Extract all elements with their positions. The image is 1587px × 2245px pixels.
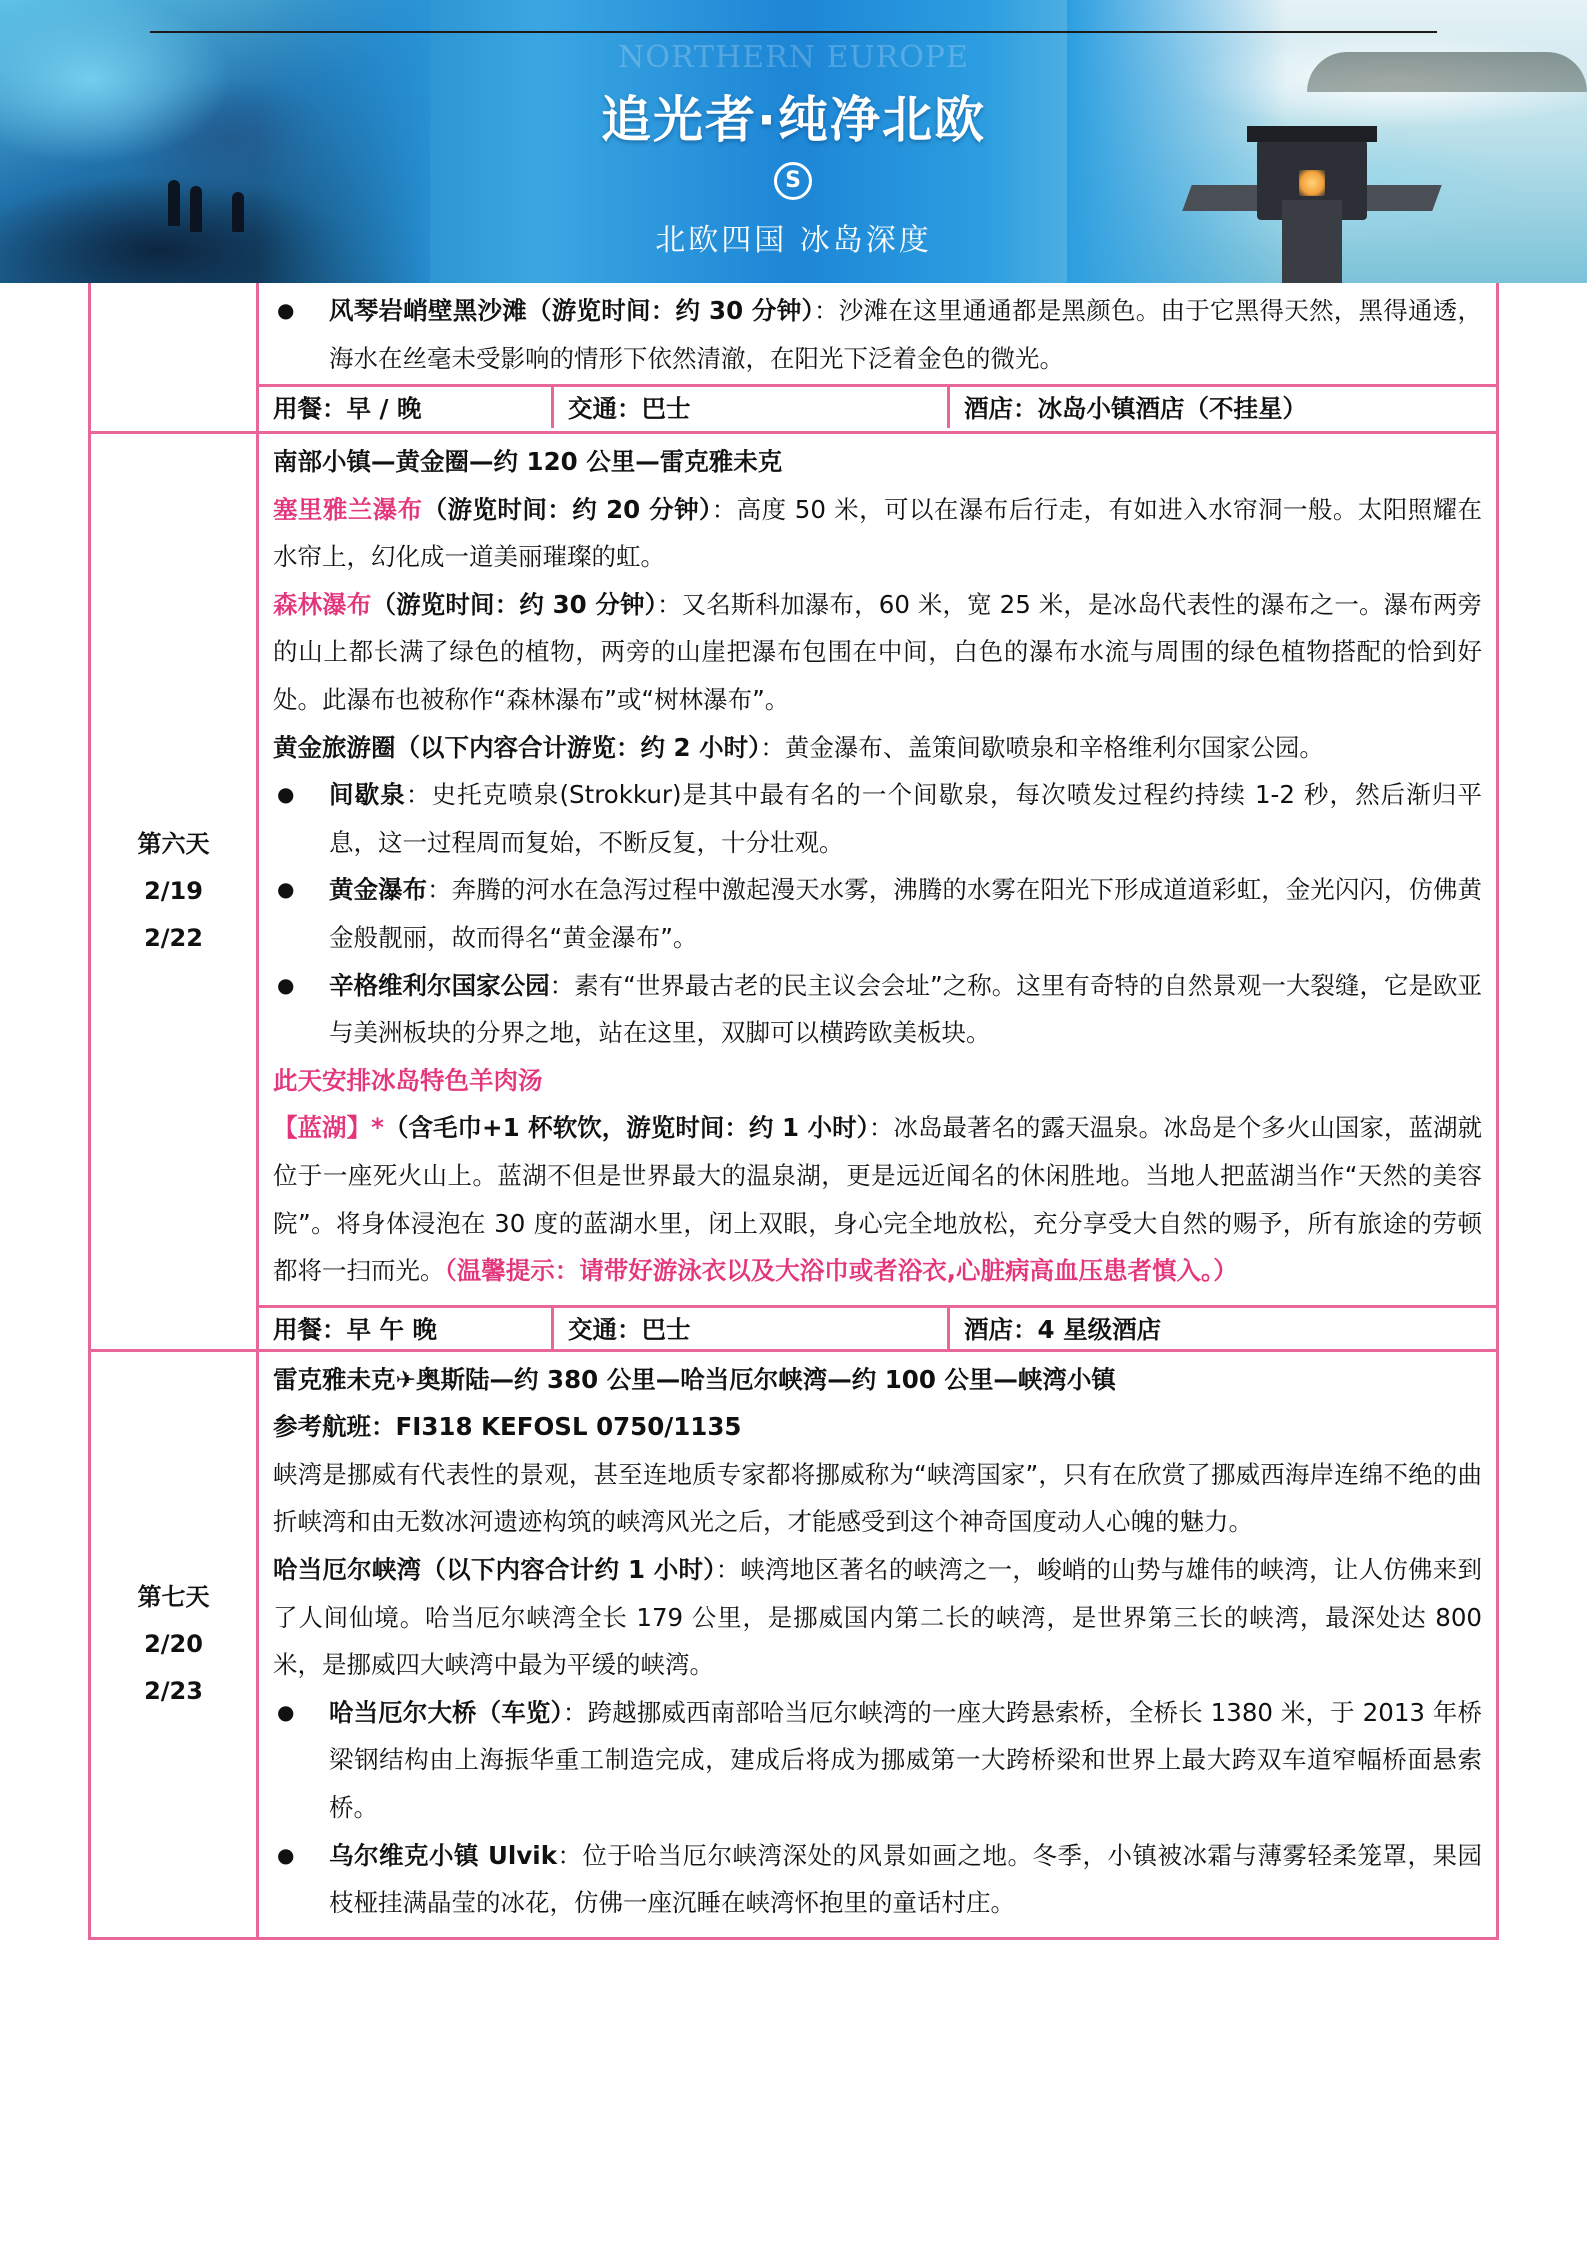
attraction-text: ：沙滩在这里通通都是黑颜色。由于它黑得天然，黑得通透，海水在丝毫未受影响的情形下依然清澈，在阳光下泛着金色的微光。 bbox=[329, 296, 1483, 373]
day-block-5 bbox=[91, 283, 1496, 431]
attraction-text: ：又名斯科加瀑布，60 米，宽 25 米，是冰岛代表性的瀑布之一。瀑布两旁的山上都长满了绿色的植物，两旁的山崖把瀑布包围在中间，白色的瀑布水流与周围的绿色植物搭配的恰到好处。此瀑布也被称作“森林瀑布”或“树林瀑布”。 bbox=[273, 589, 1482, 714]
attraction-text: ：史托克喷泉(Strokkur)是其中最有名的一个间歇泉，每次喷发过程约持续 1-2 秒，然后渐归平息，这一过程周而复始，不断反复，十分壮观。 bbox=[329, 780, 1483, 857]
attraction-text: ：跨越挪威西南部哈当厄尔峡湾的一座大跨悬索桥，全桥长 1380 米，于 2013 年桥梁钢结构由上海振华重工制造完成，建成后将成为挪威第一大跨桥梁和世界上最大跨双车道窄幅桥面悬索桥。 bbox=[329, 1697, 1483, 1823]
attraction-gullfoss bbox=[273, 866, 1482, 961]
attraction-black-sand-beach bbox=[273, 287, 1482, 382]
banner-title: 追光者·纯净北欧 bbox=[601, 91, 986, 149]
attraction-text: ：黄金瀑布、盖策间歇喷泉和辛格维利尔国家公园。 bbox=[760, 732, 1324, 762]
golden-circle-intro bbox=[273, 724, 1482, 772]
attraction-time: （游览时间：约 20 分钟） bbox=[422, 494, 712, 524]
attraction-title: 风琴岩峭壁黑沙滩（游览时间：约 30 分钟） bbox=[329, 296, 814, 325]
day-description bbox=[259, 1352, 1496, 1937]
attraction-skogafoss bbox=[273, 581, 1482, 724]
day-label: 第七天 bbox=[137, 1582, 210, 1611]
attraction-time: （含毛巾+1 杯软饮，游览时间：约 1 小时） bbox=[383, 1113, 869, 1143]
meals-cell: 用餐：早 / 晚 bbox=[273, 394, 422, 423]
hut-light bbox=[1299, 170, 1325, 196]
attraction-title: 辛格维利尔国家公园 bbox=[329, 970, 550, 1000]
day-label-cell bbox=[91, 1352, 259, 1937]
day-label: 第六天 bbox=[137, 829, 210, 858]
attraction-name: 【蓝湖】* bbox=[273, 1113, 384, 1143]
attraction-text: ：素有“世界最古老的民主议会会址”之称。这里有奇特的自然景观一大裂缝，它是欧亚与美洲板块的分界之地，站在这里，双脚可以横跨欧美板块。 bbox=[329, 970, 1482, 1048]
day-date: 2/23 bbox=[144, 1676, 203, 1705]
banner-subtitle: 北欧四国 冰岛深度 bbox=[655, 223, 932, 258]
meal-note: 此天安排冰岛特色羊肉汤 bbox=[273, 1065, 543, 1095]
attraction-ulvik bbox=[273, 1832, 1482, 1927]
day-date: 2/20 bbox=[144, 1629, 203, 1658]
attraction-time: （游览时间：约 30 分钟） bbox=[371, 589, 658, 619]
attraction-hardanger-bridge bbox=[273, 1689, 1482, 1832]
day-content bbox=[259, 434, 1496, 1349]
transport-cell: 交通：巴士 bbox=[551, 387, 947, 428]
attraction-title: 间歇泉 bbox=[329, 780, 406, 810]
day-date: 2/22 bbox=[144, 923, 203, 952]
attraction-name: 塞里雅兰瀑布 bbox=[273, 494, 423, 524]
attraction-text: ：位于哈当厄尔峡湾深处的风景如画之地。冬季，小镇被冰霜与薄雾轻柔笼罩，果园枝桠挂满晶莹的冰花，仿佛一座沉睡在峡湾怀抱里的童话村庄。 bbox=[329, 1840, 1483, 1918]
header-banner bbox=[0, 0, 1587, 283]
attraction-title: 哈当厄尔峡湾（以下内容合计约 1 小时） bbox=[273, 1555, 716, 1585]
attraction-text: ：奔腾的河水在急泻过程中激起漫天水雾，沸腾的水雾在阳光下形成道道彩虹，金光闪闪，仿佛黄金般靓丽，故而得名“黄金瀑布”。 bbox=[329, 875, 1483, 952]
attraction-hardangerfjord bbox=[273, 1546, 1482, 1689]
attraction-title: 黄金瀑布 bbox=[329, 875, 428, 905]
attraction-text: ：高度 50 米，可以在瀑布后行走，有如进入水帘洞一般。太阳照耀在水帘上，幻化成一道美丽璀璨的虹。 bbox=[273, 494, 1483, 572]
day-block-6 bbox=[91, 431, 1496, 1349]
day-content bbox=[259, 283, 1496, 431]
attraction-geysir bbox=[273, 771, 1482, 866]
route-line: 南部小镇—黄金圈—约 120 公里—雷克雅未克 bbox=[273, 447, 783, 476]
banner-watermark: NORTHERN EUROPE bbox=[618, 40, 969, 75]
day-block-7 bbox=[91, 1349, 1496, 1937]
header-rule bbox=[150, 31, 1437, 33]
transport-cell: 交通：巴士 bbox=[551, 1308, 947, 1349]
hotel-cell: 酒店：4 星级酒店 bbox=[947, 1308, 1496, 1349]
attraction-thingvellir bbox=[273, 962, 1482, 1057]
attraction-title: 黄金旅游圈（以下内容合计游览：约 2 小时） bbox=[273, 732, 761, 762]
attraction-text: ：峡湾地区著名的峡湾之一，峻峭的山势与雄伟的峡湾，让人仿佛来到了人间仙境。哈当厄尔峡湾全长 179 公里，是挪威国内第二长的峡湾，是世界第三长的峡湾，最深处达 800 米，是挪威四大峡湾中最为平缓的峡湾。 bbox=[273, 1555, 1483, 1680]
attraction-title: 乌尔维克小镇 Ulvik bbox=[329, 1840, 557, 1870]
brand-emblem-icon: S bbox=[774, 162, 812, 200]
day-label-cell bbox=[91, 283, 259, 431]
day-label-cell bbox=[91, 434, 259, 1349]
attraction-name: 森林瀑布 bbox=[273, 589, 372, 619]
info-row bbox=[259, 1305, 1496, 1349]
warm-tip: （温馨提示：请带好游泳衣以及大浴巾或者浴衣,心脏病高血压患者慎入。） bbox=[444, 1256, 1238, 1286]
flight-info: 参考航班：FI318 KEFOSL 0750/1135 bbox=[273, 1412, 742, 1442]
attraction-title: 哈当厄尔大桥（车览） bbox=[329, 1697, 563, 1727]
hotel-cell: 酒店：冰岛小镇酒店（不挂星） bbox=[947, 387, 1496, 428]
attraction-blue-lagoon bbox=[273, 1104, 1482, 1294]
day-date: 2/19 bbox=[144, 876, 203, 905]
attraction-text: ：冰岛最著名的露天温泉。冰岛是个多火山国家，蓝湖就位于一座死火山上。蓝湖不但是世界最大的温泉湖，更是远近闻名的休闲胜地。当地人把蓝湖当作“天然的美容院”。将身体浸泡在 30 度的蓝湖水里，闭上双眼，身心完全地放松，充分享受大自然的赐予，所有旅途的劳顿都将一扫而光。 bbox=[273, 1113, 1483, 1286]
day-description bbox=[259, 434, 1496, 1305]
day-description bbox=[259, 283, 1496, 384]
info-row bbox=[259, 384, 1496, 428]
fjord-intro: 峡湾是挪威有代表性的景观，甚至连地质专家都将挪威称为“峡湾国家”，只有在欣赏了挪威西海岸连绵不绝的曲折峡湾和由无数冰河遗迹构筑的峡湾风光之后，才能感受到这个神奇国度动人心魄的魅力。 bbox=[273, 1459, 1482, 1537]
day-content bbox=[259, 1352, 1496, 1937]
itinerary-table bbox=[88, 283, 1499, 1940]
attraction-seljalandsfoss bbox=[273, 486, 1482, 581]
route-line: 雷克雅未克✈奥斯陆—约 380 公里—哈当厄尔峡湾—约 100 公里—峡湾小镇 bbox=[273, 1364, 1116, 1394]
meals-cell: 用餐：早 午 晚 bbox=[273, 1314, 438, 1344]
